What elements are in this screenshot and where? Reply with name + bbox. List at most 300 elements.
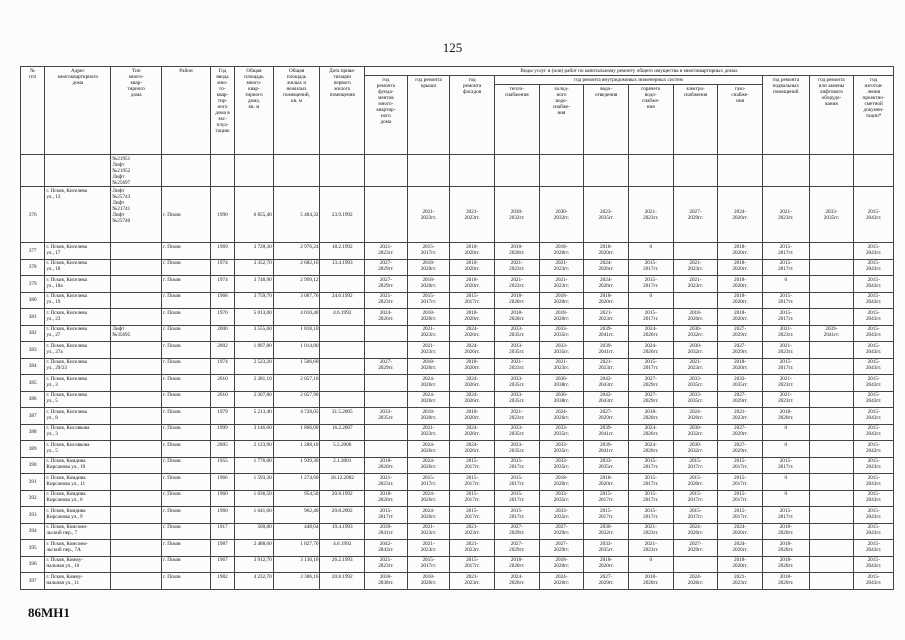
cell-heat: 2015- 2017гг. [494, 507, 539, 524]
cell-type [111, 424, 162, 441]
cell-ta: 3 352,70 [235, 259, 274, 276]
cell-roof: 2024- 2026гг. [407, 441, 450, 458]
cell-coldw: 2018- 2020гг. [539, 243, 584, 260]
cell-found: 2018- 2020гг. [365, 490, 408, 507]
cell-found: 2021- 2023гг. [365, 474, 408, 491]
cell-lift [809, 424, 854, 441]
cell-base: 2021- 2023гг. [762, 187, 809, 243]
cell-base: 2015- 2017гг. [762, 243, 809, 260]
cell-hotw: 2018- 2020гг. [628, 573, 673, 590]
cell-gas: 2018- 2020гг. [718, 276, 763, 293]
cell-type: Лифт №35695 [111, 325, 162, 342]
cell-design: 2015- 2043гг. [854, 573, 894, 590]
cell-found: 2027- 2029гг. [365, 358, 408, 375]
table-row [21, 276, 894, 293]
cell-type [111, 556, 162, 573]
cell-year: 1999 [210, 424, 234, 441]
cell-design: 2015- 2043гг. [854, 457, 894, 474]
cell-addr: г. Псков, Комдива Кирсанова ул., 9 [45, 507, 111, 524]
cell-roof: 2018- 2020гг. [407, 408, 450, 425]
cell-found: 2015- 2017гг. [365, 507, 408, 524]
cell-hotw: 2018- 2020гг. [628, 408, 673, 425]
cell-facade: 2018- 2020гг. [450, 408, 495, 425]
cell-type [111, 474, 162, 491]
table-row [21, 441, 894, 458]
cell-roof: 2021- 2023гг. [407, 424, 450, 441]
cell-dist: г. Псков [162, 243, 211, 260]
cell-addr: г. Псков, Киселева ул., 17 [45, 243, 111, 260]
cell-facade: 2015- 2017гг. [450, 292, 495, 309]
cell-facade: 2018- 2020гг. [450, 276, 495, 293]
cell-found [365, 441, 408, 458]
cell-heat: 2027- 2029гг. [494, 523, 539, 540]
cell-ra: 2 999,12 [273, 276, 320, 293]
cell-type [111, 276, 162, 293]
cell-no: 397 [21, 573, 45, 590]
cell-elec: 2033- 2035гг. [673, 375, 718, 392]
cell-facade: 2018- 2020гг. [450, 243, 495, 260]
header-works-group: Виды услуг и (или) работ по капитальному ремонту общего имущества в многоквартирных домах [365, 67, 894, 76]
cell-sewer: 2023- 2035гг. [584, 187, 629, 243]
cell-ra: 1 818,10 [273, 325, 320, 342]
cell-hotw: 2015- 2017гг. [628, 457, 673, 474]
table-row [21, 375, 894, 392]
cell-ta: 2 123,90 [235, 441, 274, 458]
cell-elec: 2024- 2026гг. [673, 408, 718, 425]
cell-lift [809, 391, 854, 408]
cell-coldw: 2018- 2020гг. [539, 556, 584, 573]
cell-addr: г. Псков, Киселева ул., 18 [45, 259, 111, 276]
table-header [21, 67, 894, 155]
cell-type [111, 490, 162, 507]
cell-gas: 2027- 2029гг. [718, 325, 763, 342]
cell-facade: 2024- 2026гг. [450, 441, 495, 458]
cell-dist: г. Псков [162, 573, 211, 590]
cell-coldw: 2033- 2035гг. [539, 490, 584, 507]
cell-hotw: 0 [628, 243, 673, 260]
header-hot-water: горячего водо- снабже- ния [628, 85, 673, 155]
cell-dist: г. Псков [162, 342, 211, 359]
cell-sewer: 2033- 2035гг. [584, 540, 629, 557]
cell-found: 2021- 2023гг. [365, 556, 408, 573]
header-basement: год ремонта подвальных помещений [762, 76, 809, 155]
cell-ra: 962,40 [273, 507, 320, 524]
table-row [21, 325, 894, 342]
header-district: Район [162, 67, 211, 155]
cell-no: 390 [21, 457, 45, 474]
page-number: 125 [442, 40, 463, 55]
cell-elec: 2030- 2032гг. [673, 342, 718, 359]
cell-year: 1967 [210, 556, 234, 573]
cell-facade: 2021- 2023гг. [450, 573, 495, 590]
header-lift: год ремонта или замены лифтового оборудо- вания [809, 76, 854, 155]
cell-ra: 2 976,24 [273, 243, 320, 260]
cell-date [320, 276, 365, 293]
cell-roof: 2021- 2023гг. [407, 187, 450, 243]
cell-year: 1987 [210, 540, 234, 557]
cell-heat: 2033- 2035гг. [494, 441, 539, 458]
header-year-built: Год ввода мно- го- квар- тир- ного дома в экс- плуа- тацию [210, 67, 234, 155]
cell-base: 0 [762, 474, 809, 491]
cell-coldw: 2018- 2020гг. [539, 309, 584, 326]
cell-elec [673, 243, 718, 260]
cell-date [320, 358, 365, 375]
cell-facade: 2015- 2017гг. [450, 474, 495, 491]
cell-hotw: 2024- 2026гг. [628, 325, 673, 342]
header-sewerage: водо- отведения [584, 85, 629, 155]
cell-base: 2021- 2023гг. [762, 342, 809, 359]
cell-design: 2015- 2043гг. [854, 325, 894, 342]
cell-addr: г. Псков, Комсомо- льский пер., 7 [45, 523, 111, 540]
cell-dist: г. Псков [162, 457, 211, 474]
cell-date: 13.4.1993 [320, 259, 365, 276]
cell-year: 1974 [210, 259, 234, 276]
header-engineering-systems: год ремонта внутридомовых инженерных систем [494, 76, 762, 85]
cell-no: 383 [21, 342, 45, 359]
table-row [21, 573, 894, 590]
header-house-type: Тип много- квар- тирного дома [111, 67, 162, 155]
cell-roof: 2018- 2020гг. [407, 259, 450, 276]
cell-sewer: 2039- 2041гг. [584, 342, 629, 359]
cell-ta: 6 855,40 [235, 187, 274, 243]
cell-ta: 3 912,70 [235, 556, 274, 573]
cell-design: 2015- 2043гг. [854, 490, 894, 507]
cell-year: 1917 [210, 523, 234, 540]
cell-base: 0 [762, 276, 809, 293]
cell-ta: 1 636,50 [235, 490, 274, 507]
cell-roof: 2015- 2017гг. [407, 474, 450, 491]
cell-dist: г. Псков [162, 408, 211, 425]
cell-hotw: 2015- 2017гг. [628, 309, 673, 326]
table-row [21, 408, 894, 425]
cell-roof: 2018- 2020гг. [407, 276, 450, 293]
cell-no: 377 [21, 243, 45, 260]
cell-ra: 2 057,10 [273, 375, 320, 392]
cell-gas: 2027- 2029гг. [718, 391, 763, 408]
cell-base: 0 [762, 441, 809, 458]
cell-year: 1982 [210, 573, 234, 590]
cell-base: 2018- 2020гг. [762, 540, 809, 557]
cell-ta: 5 013,00 [235, 309, 274, 326]
cell-ta: 2 488,60 [235, 540, 274, 557]
cell-gas: 2018- 2020гг. [718, 358, 763, 375]
cell-found [365, 391, 408, 408]
cell-year: 2010 [210, 391, 234, 408]
cell-design: 2015- 2043гг. [854, 358, 894, 375]
cell-addr: г. Псков, Кислякова ул., 5 [45, 441, 111, 458]
cell-elec: 2015- 2017гг. [673, 490, 718, 507]
cell-gas: 2033- 2035гг. [718, 375, 763, 392]
cell-lift [809, 408, 854, 425]
cell-addr: г. Псков, Киселева ул., 13 [45, 187, 111, 243]
cell-facade: 2015- 2017гг. [450, 457, 495, 474]
cell-coldw: 2024- 2026гг. [539, 573, 584, 590]
header-total-area: Общая площадь много- квар- тирного дома, кв. м [235, 67, 274, 155]
cell-no: 396 [21, 556, 45, 573]
cell-found: 2021- 2023гг. [365, 243, 408, 260]
cell-dist: г. Псков [162, 276, 211, 293]
cell-addr: г. Псков, Киселева ул., 18а [45, 276, 111, 293]
cell-dist: г. Псков [162, 540, 211, 557]
cell-facade: 2024- 2026гг. [450, 325, 495, 342]
cell-base: 2015- 2017гг. [762, 292, 809, 309]
cell-no: 389 [21, 441, 45, 458]
cell-sewer: 2042- 2043гг. [584, 391, 629, 408]
cell-design: 2015- 2043гг. [854, 424, 894, 441]
cell-lift [809, 375, 854, 392]
cell-date: 23.9.1992 [320, 187, 365, 243]
cell-ra: 1 288,10 [273, 441, 320, 458]
cell-sewer: 2027- 2029гг. [584, 573, 629, 590]
cell-type [111, 391, 162, 408]
cell-year: 1969 [210, 243, 234, 260]
cell-dist: г. Псков [162, 523, 211, 540]
cell-found [365, 342, 408, 359]
cell-year: 1955 [210, 457, 234, 474]
cell-ta: 3 555,60 [235, 325, 274, 342]
cell-found [365, 375, 408, 392]
cell-year: 1990 [210, 187, 234, 243]
cell-date: 5.5.2006 [320, 441, 365, 458]
cell-sewer: 2018- 2020гг. [584, 243, 629, 260]
cell-date [320, 342, 365, 359]
cell-year: 1960 [210, 490, 234, 507]
cell-elec: 2033- 2035гг. [673, 391, 718, 408]
cell-facade: 2015- 2017гг. [450, 507, 495, 524]
cell-addr: г. Псков, Киселева ул., 27 [45, 325, 111, 342]
cell-elec: 2027- 2029гг. [673, 187, 718, 243]
cell-gas: 2027- 2029гг. [718, 342, 763, 359]
cell-heat: 2033- 2035гг. [494, 375, 539, 392]
cell-base: 2021- 2023гг. [762, 375, 809, 392]
cell-date: 2.1.2001 [320, 457, 365, 474]
cell-base: 2018- 2020гг. [762, 523, 809, 540]
cell-lift [809, 276, 854, 293]
cell-year: 1970 [210, 309, 234, 326]
cell-sewer: 2018- 2020гг. [584, 292, 629, 309]
cell-gas: 2027- 2029гг. [718, 441, 763, 458]
cell-year: 2002 [210, 342, 234, 359]
cell-ta: 3 720,30 [235, 243, 274, 260]
cell-date: 24.6.1992 [320, 292, 365, 309]
cell-elec: 2018- 2020гг. [673, 309, 718, 326]
cell-design: 2015- 2043гг. [854, 292, 894, 309]
cell-roof: 2024- 2026гг. [407, 507, 450, 524]
cell-date: 26.2.1993 [320, 556, 365, 573]
table-row [21, 155, 894, 187]
table-body [21, 155, 894, 590]
cell-found [365, 424, 408, 441]
cell-type [111, 457, 162, 474]
cell-design: 2015- 2043гг. [854, 276, 894, 293]
cell-ra: 5 484,32 [273, 187, 320, 243]
cell-roof: 2018- 2020гг. [407, 573, 450, 590]
cell-gas: 2015- 2017гг. [718, 457, 763, 474]
header-foundation: год ремонта фунда- ментов много- квартир- ного дома [365, 76, 408, 155]
cell-lift [809, 490, 854, 507]
cell-roof: 2018- 2020гг. [407, 358, 450, 375]
cell-roof: 2015- 2017гг. [407, 243, 450, 260]
cell-year: 2010 [210, 375, 234, 392]
cell-heat: 2033- 2035гг. [494, 325, 539, 342]
cell-type [111, 309, 162, 326]
cell-lift [809, 457, 854, 474]
cell-sewer: 2018- 2020гг. [584, 474, 629, 491]
cell-found: 2021- 2023гг. [365, 292, 408, 309]
cell-addr: г. Псков, Комдива Кирсанова ул., 11 [45, 474, 111, 491]
cell-date: 18.12.2002 [320, 474, 365, 491]
cell-facade: 2018- 2020гг. [450, 309, 495, 326]
cell-base: 2015- 2017гг. [762, 309, 809, 326]
cell-base: 2018- 2020гг. [762, 408, 809, 425]
cell-date: 20.8.1992 [320, 573, 365, 590]
cell-addr: г. Псков, Комдива Кирсанова ул., 6 [45, 490, 111, 507]
cell-found: 2027- 2029гг. [365, 276, 408, 293]
cell-gas: 2018- 2020гг. [718, 292, 763, 309]
cell-coldw: 2021- 2023гг. [539, 259, 584, 276]
cell-elec: 2024- 2026гг. [673, 573, 718, 590]
cell-ra: 2 057,90 [273, 391, 320, 408]
cell-hotw: 2015- 2017гг. [628, 474, 673, 491]
cell-type [111, 342, 162, 359]
cell-lift: 2033- 2035гг. [809, 187, 854, 243]
cell-year: 2000 [210, 325, 234, 342]
cell-design: 2015- 2043гг. [854, 391, 894, 408]
footer-mark: 86МН1 [28, 605, 70, 620]
cell-sewer: 2015- 2017гг. [584, 507, 629, 524]
cell-date [320, 325, 365, 342]
cell-elec: 2021- 2023гг. [673, 259, 718, 276]
cell-elec: 2027- 2029гг. [673, 540, 718, 557]
cell-design: 2015- 2043гг. [854, 523, 894, 540]
cell-year: 2005 [210, 441, 234, 458]
cell-lift [809, 507, 854, 524]
cell-coldw: 2027- 2029гг. [539, 523, 584, 540]
cell-facade: 2021- 2023гг. [450, 187, 495, 243]
cell-found: 2027- 2029гг. [365, 259, 408, 276]
cell-roof: 2021- 2023гг. [407, 523, 450, 540]
cell-type [111, 243, 162, 260]
cell-facade: 2024- 2026гг. [450, 391, 495, 408]
cell-base: 2021- 2023гг. [762, 391, 809, 408]
cell-heat: 2024- 2026гг. [494, 573, 539, 590]
cell-elec: 2030- 2032гг. [673, 424, 718, 441]
cell-coldw: 2021- 2023гг. [539, 358, 584, 375]
cell-sewer: 2039- 2041гг. [584, 441, 629, 458]
cell-heat: 2018- 2020гг. [494, 292, 539, 309]
cell-date: 4.6.1992 [320, 309, 365, 326]
cell-base: 2015- 2017гг. [762, 358, 809, 375]
cell-roof: 2021- 2023гг. [407, 540, 450, 557]
cell-sewer: 2039- 2041гг. [584, 424, 629, 441]
cell-heat: 2021- 2023гг. [494, 276, 539, 293]
cell-dist: г. Псков [162, 474, 211, 491]
cell-type [111, 573, 162, 590]
cell-addr: г. Псков, Кислякова ул., 3 [45, 424, 111, 441]
cell-coldw: 2027- 2029гг. [539, 540, 584, 557]
cell-facade: 2024- 2026гг. [450, 375, 495, 392]
cell-date: 20.8.2002 [320, 507, 365, 524]
cell-heat: 2015- 2017гг. [494, 474, 539, 491]
cell-base: 0 [762, 490, 809, 507]
cell-elec: 2015- 2017гг. [673, 457, 718, 474]
cell-year: 1974 [210, 276, 234, 293]
cell-no: 380 [21, 292, 45, 309]
cell-ta: 2 281,10 [235, 375, 274, 392]
cell-hotw: 2015- 2017гг. [628, 259, 673, 276]
cell-ra: 3 130,16 [273, 556, 320, 573]
cell-roof: 2021- 2023гг. [407, 325, 450, 342]
cell-sewer: 2024- 2026гг. [584, 259, 629, 276]
cell-dist: г. Псков [162, 490, 211, 507]
cell-base: 2018- 2020гг. [762, 556, 809, 573]
cell-elec: 2015- 2017гг. [673, 507, 718, 524]
cell-elec: 2030- 2032гг. [673, 325, 718, 342]
cell-dist: г. Псков [162, 507, 211, 524]
cell-gas: 2021- 2023гг. [718, 408, 763, 425]
cell-coldw: 2033- 2035гг. [539, 325, 584, 342]
cell-type [111, 408, 162, 425]
cell-lift [809, 309, 854, 326]
table-row [21, 474, 894, 491]
cell-design: 2015- 2043гг. [854, 342, 894, 359]
cell-design: 2015- 2043гг. [854, 540, 894, 557]
cell-heat: 2021- 2023гг. [494, 408, 539, 425]
cell-dist: г. Псков [162, 424, 211, 441]
cell-gas: 2018- 2020гг. [718, 259, 763, 276]
cell-gas: 2015- 2017гг. [718, 474, 763, 491]
cell-coldw: 2021- 2023гг. [539, 276, 584, 293]
cell-dist: г. Псков [162, 375, 211, 392]
cell-hotw: 2027- 2029гг. [628, 391, 673, 408]
cell-coldw: 2036- 2038гг. [539, 375, 584, 392]
cell-heat: 2018- 2020гг. [494, 556, 539, 573]
cell-facade: 2021- 2023гг. [450, 523, 495, 540]
repair-schedule-table [20, 66, 894, 590]
cell-lift [809, 556, 854, 573]
cell-coldw: 2018- 2020гг. [539, 292, 584, 309]
cell-hotw: 2015- 2017гг. [628, 358, 673, 375]
table-row [21, 490, 894, 507]
cell-gas: 2024- 2026гг. [718, 187, 763, 243]
cell-elec [673, 556, 718, 573]
cell-no: 395 [21, 540, 45, 557]
cell-base: 2018- 2020гг. [762, 573, 809, 590]
table-row [21, 187, 894, 243]
cell-lift [809, 358, 854, 375]
table-row [21, 243, 894, 260]
cell-roof: 2021- 2023гг. [407, 342, 450, 359]
cell-sewer: 2042- 2043гг. [584, 375, 629, 392]
cell-type: Лифт №25743 Лифт №21741 Лифт №25740 [111, 187, 162, 243]
cell-no: 376 [21, 187, 45, 243]
cell-no: 379 [21, 276, 45, 293]
cell-ra: 1 014,80 [273, 342, 320, 359]
cell-lift [809, 292, 854, 309]
cell-elec: 2015- 2020гг. [673, 474, 718, 491]
cell-lift [809, 474, 854, 491]
table-row [21, 457, 894, 474]
cell-heat: 2018- 2020гг. [494, 243, 539, 260]
cell-ta: 3 759,70 [235, 292, 274, 309]
cell-addr: г. Псков, Киселева ул., 5 [45, 391, 111, 408]
cell-heat: 2030- 2032гг. [494, 187, 539, 243]
header-address: Адрес многоквартирного дома [45, 67, 111, 155]
cell-gas: 2018- 2020гг. [718, 243, 763, 260]
cell-dist: г. Псков [162, 325, 211, 342]
cell-ta: 4 232,70 [235, 573, 274, 590]
cell-elec: 2024- 2026гг. [673, 523, 718, 540]
